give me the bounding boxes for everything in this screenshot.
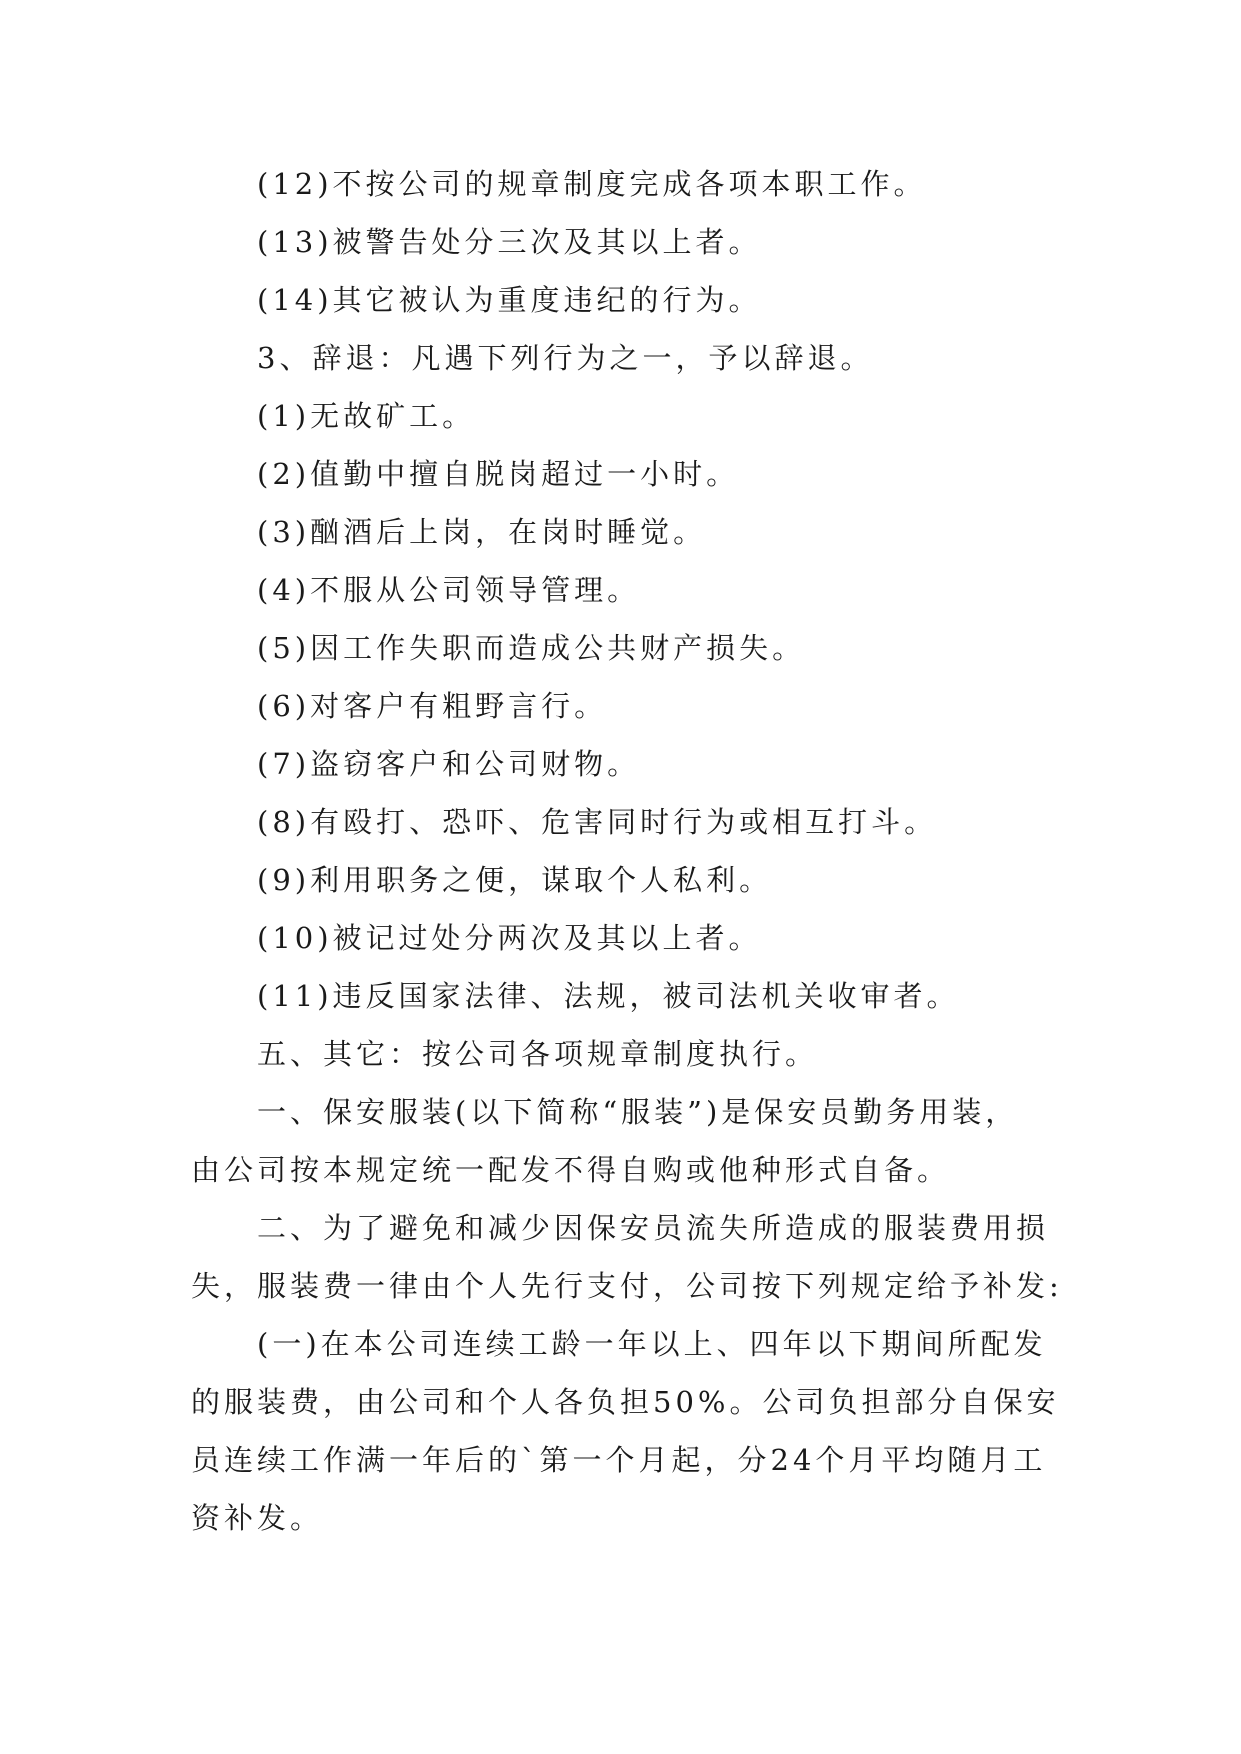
text-line: (6)对客户有粗野言行。 xyxy=(257,689,608,723)
text-line: (14)其它被认为重度违纪的行为。 xyxy=(257,283,762,317)
text-line: (13)被警告处分三次及其以上者。 xyxy=(257,225,762,259)
text-line: (10)被记过处分两次及其以上者。 xyxy=(257,921,762,955)
text-line: 二、为了避免和减少因保安员流失所造成的服装费用损 xyxy=(257,1211,1050,1245)
text-line: (5)因工作失职而造成公共财产损失。 xyxy=(257,631,806,665)
text-line: 失，服装费一律由个人先行支付，公司按下列规定给予补发: xyxy=(191,1269,1063,1303)
text-line: (3)酗酒后上岗，在岗时睡觉。 xyxy=(257,515,707,549)
text-line: 员连续工作满一年后的`第一个月起，分24个月平均随月工 xyxy=(191,1443,1047,1477)
text-line: 由公司按本规定统一配发不得自购或他种形式自备。 xyxy=(191,1153,951,1187)
text-line: (一)在本公司连续工龄一年以上、四年以下期间所配发 xyxy=(257,1327,1047,1361)
text-line: (12)不按公司的规章制度完成各项本职工作。 xyxy=(257,167,927,201)
text-line: 五、其它：按公司各项规章制度执行。 xyxy=(257,1037,819,1071)
text-line: (7)盗窃客户和公司财物。 xyxy=(257,747,641,781)
text-line: (4)不服从公司领导管理。 xyxy=(257,573,641,607)
text-line: 3、辞退：凡遇下列行为之一，予以辞退。 xyxy=(257,341,874,375)
text-line: (11)违反国家法律、法规，被司法机关收审者。 xyxy=(257,979,960,1013)
text-line: 的服装费，由公司和个人各负担50%。公司负担部分自保安 xyxy=(191,1385,1060,1419)
text-line: (9)利用职务之便，谋取个人私利。 xyxy=(257,863,773,897)
text-line: (8)有殴打、恐吓、危害同时行为或相互打斗。 xyxy=(257,805,938,839)
text-line: (2)值勤中擅自脱岗超过一小时。 xyxy=(257,457,740,491)
text-line: (1)无故矿工。 xyxy=(257,399,476,433)
text-line: 一、保安服装(以下简称“服装”)是保安员勤务用装， xyxy=(257,1095,1019,1129)
text-line: 资补发。 xyxy=(191,1501,324,1535)
